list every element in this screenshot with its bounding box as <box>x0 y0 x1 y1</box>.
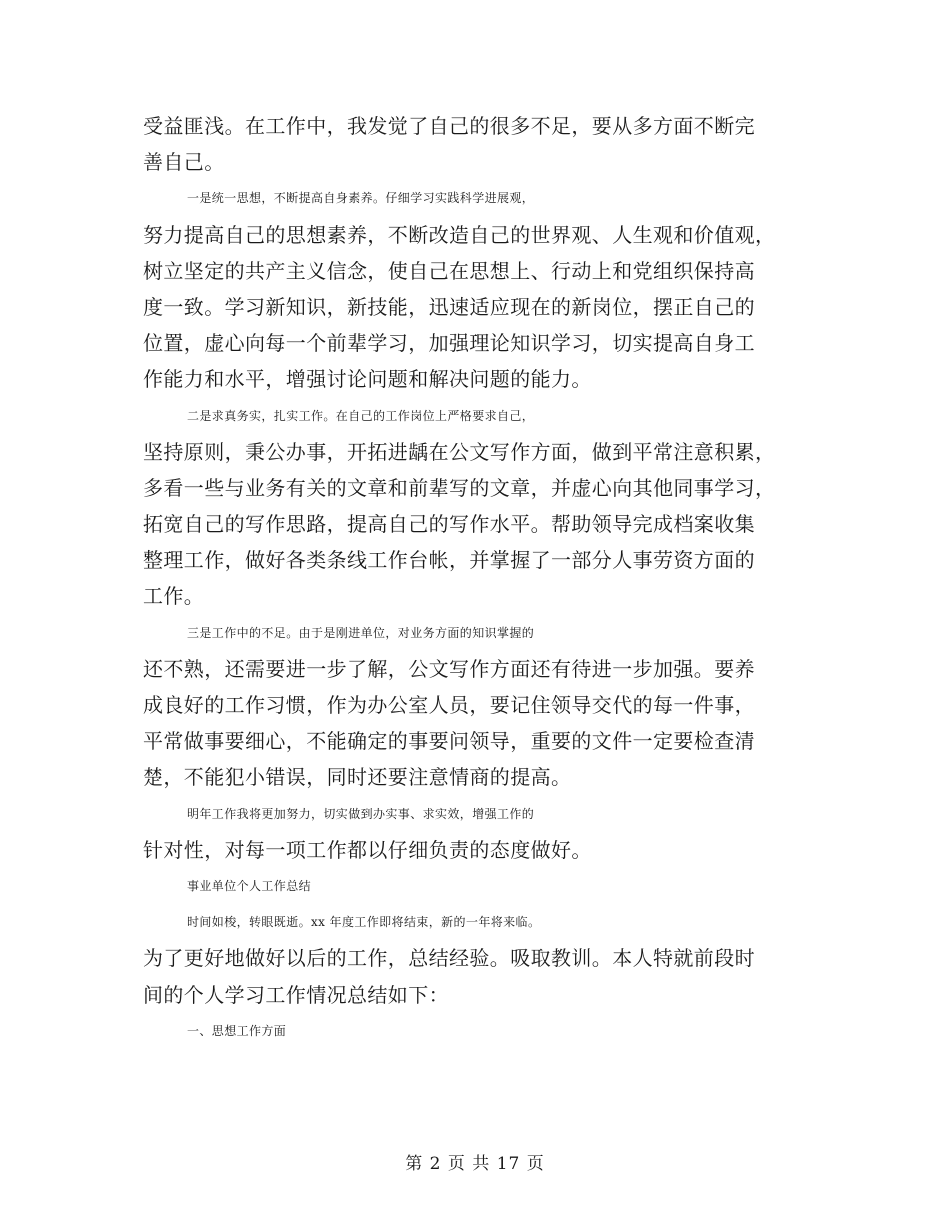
text-line: 树立坚定的共产主义信念，使自己在思想上、行动上和党组织保持高 <box>143 258 755 283</box>
text-line: 工作。 <box>143 584 205 609</box>
text-line: 成良好的工作习惯，作为办公室人员，要记住领导交代的每一件事， <box>143 693 755 717</box>
text-line: 整理工作，做好各类条线工作台帐，并掌握了一部分人事劳资方面的 <box>143 548 755 573</box>
text-line: 度一致。学习新知识，新技能，迅速适应现在的新岗位，摆正自己的 <box>143 294 755 319</box>
text-line: 受益匪浅。在工作中，我发觉了自己的很多不足，要从多方面不断完 <box>143 114 755 138</box>
text-line: 三是工作中的不足。由于是刚进单位，对业务方面的知识掌握的 <box>187 625 535 640</box>
text-line: 努力提高自己的思想素养，不断改造自己的世界观、人生观和价值观， <box>143 222 776 247</box>
text-line: 坚持原则，秉公办事，开拓进龋在公文写作方面，做到平常注意积累， <box>143 439 776 464</box>
page-footer: 第 2 页 共 17 页 <box>405 1154 545 1174</box>
text-line: 作能力和水平，增强讨论问题和解决问题的能力。 <box>143 367 592 392</box>
text-line: 楚，不能犯小错误，同时还要注意情商的提高。 <box>143 765 572 790</box>
text-line: 还不熟，还需要进一步了解，公文写作方面还有待进一步加强。要养 <box>143 656 755 681</box>
text-line: 善自己。 <box>143 150 225 175</box>
text-line: 一、思想工作方面 <box>187 1023 287 1038</box>
text-line: 时间如梭，转眼既逝。xx 年度工作即将结束，新的一年将来临。 <box>187 915 541 930</box>
text-line: 位置，虚心向每一个前辈学习，加强理论知识学习，切实提高自身工 <box>143 331 755 356</box>
text-line: 平常做事要细心，不能确定的事要问领导，重要的文件一定要检查清 <box>143 729 755 754</box>
text-line: 明年工作我将更加努力，切实做到办实事、求实效，增强工作的 <box>187 806 535 821</box>
text-line: 一是统一思想，不断提高自身素养。仔细学习实践科学进展观， <box>187 191 535 206</box>
text-line: 事业单位个人工作总结 <box>187 878 312 893</box>
text-line: 多看一些与业务有关的文章和前辈写的文章，并虚心向其他同事学习， <box>143 475 776 500</box>
text-line: 针对性，对每一项工作都以仔细负责的态度做好。 <box>143 837 592 862</box>
text-line: 为了更好地做好以后的工作，总结经验。吸取教训。本人特就前段时 <box>143 946 755 971</box>
text-line: 间的个人学习工作情况总结如下： <box>143 982 449 1007</box>
document-body <box>143 108 813 1049</box>
text-line: 拓宽自己的写作思路，提高自己的写作水平。帮助领导完成档案收集 <box>143 512 755 537</box>
text-line: 二是求真务实，扎实工作。在自己的工作岗位上严格要求自己， <box>187 408 535 423</box>
